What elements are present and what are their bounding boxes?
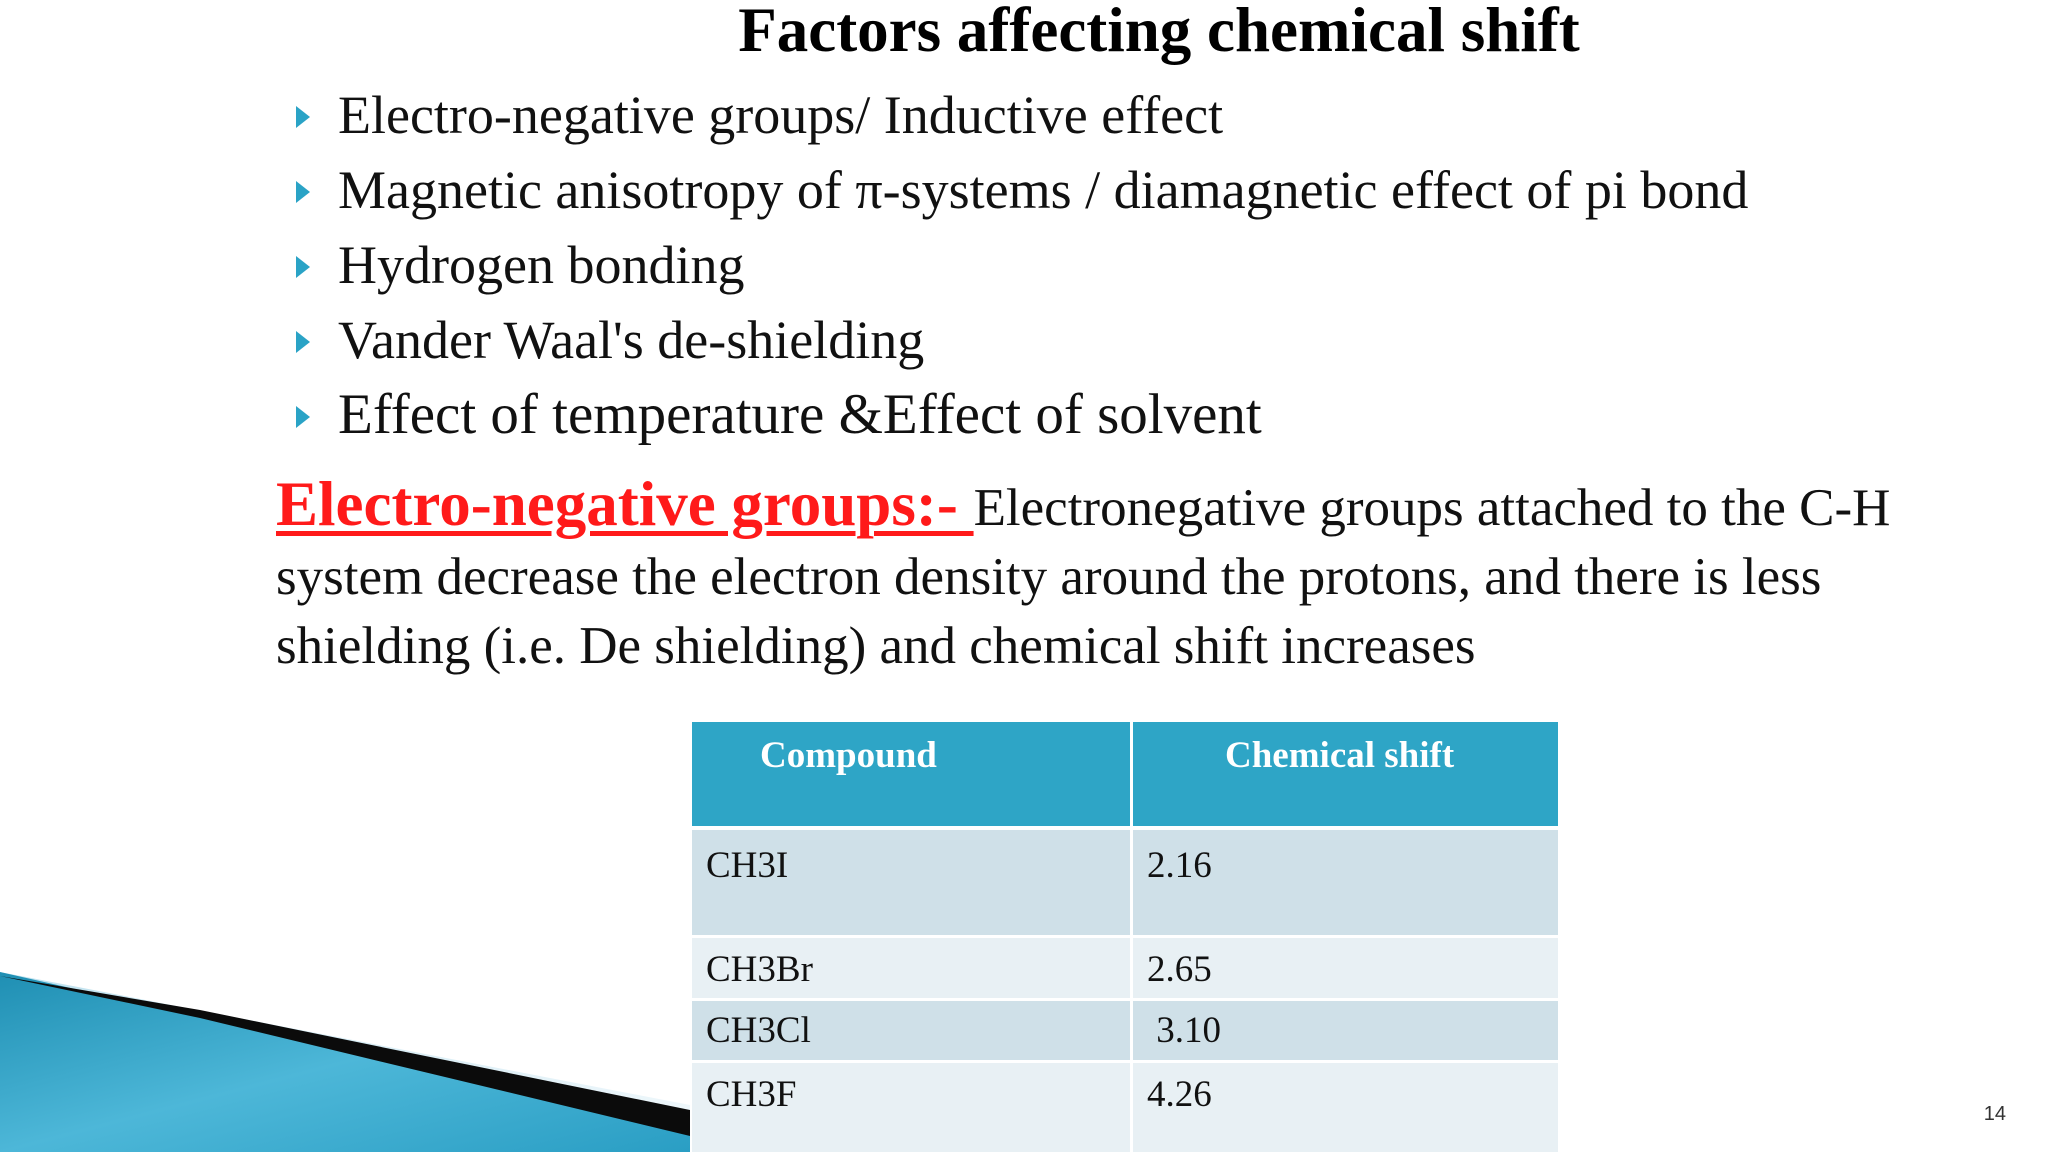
compound-cell: CH3Br bbox=[692, 938, 1133, 1001]
arrow-bullet-icon bbox=[296, 256, 310, 278]
bullet-item bbox=[290, 384, 1748, 459]
paragraph-line-3: shielding (i.e. De shielding) and chemical shift increases bbox=[276, 617, 1476, 675]
shift-cell: 2.65 bbox=[1133, 938, 1558, 1001]
table-row bbox=[692, 1063, 1558, 1155]
chemical-shift-table bbox=[692, 722, 1558, 1155]
bullet-list bbox=[290, 84, 1748, 459]
bullet-text: Vander Waal's de-shielding bbox=[338, 310, 925, 370]
bullet-item bbox=[290, 159, 1748, 234]
bullet-item bbox=[290, 84, 1748, 159]
section-heading: Electro-negative groups:- bbox=[276, 469, 974, 539]
shift-cell: 3.10 bbox=[1133, 1001, 1558, 1063]
bullet-item bbox=[290, 309, 1748, 384]
bullet-item bbox=[290, 234, 1748, 309]
arrow-bullet-icon bbox=[296, 106, 310, 128]
arrow-bullet-icon bbox=[296, 406, 310, 428]
bullet-text: Hydrogen bonding bbox=[338, 235, 745, 295]
page-number: 14 bbox=[1983, 1103, 2006, 1125]
compound-cell: CH3F bbox=[692, 1063, 1133, 1155]
table-row bbox=[692, 830, 1558, 938]
shift-cell: 4.26 bbox=[1133, 1063, 1558, 1155]
paragraph-line-1 bbox=[276, 470, 2046, 543]
column-header-compound: Compound bbox=[692, 722, 1133, 830]
compound-cell: CH3Cl bbox=[692, 1001, 1133, 1063]
arrow-bullet-icon bbox=[296, 331, 310, 353]
table-row bbox=[692, 938, 1558, 1001]
compound-cell: CH3I bbox=[692, 830, 1133, 938]
paragraph-text: Electronegative groups attached to the C-H bbox=[973, 479, 1891, 537]
explanation-paragraph bbox=[276, 470, 2046, 681]
slide-title: Factors affecting chemical shift bbox=[738, 0, 1580, 65]
bullet-text: Electro-negative groups/ Inductive effect bbox=[338, 85, 1224, 145]
table-header-row bbox=[692, 722, 1558, 830]
table-row bbox=[692, 1001, 1558, 1063]
bullet-text: Effect of temperature &Effect of solvent bbox=[338, 383, 1262, 446]
arrow-bullet-icon bbox=[296, 181, 310, 203]
column-header-chemical-shift: Chemical shift bbox=[1133, 722, 1558, 830]
shift-cell: 2.16 bbox=[1133, 830, 1558, 938]
paragraph-line-2: system decrease the electron density around the protons, and there is less bbox=[276, 548, 1822, 606]
bullet-text: Magnetic anisotropy of π-systems / diamagnetic effect of pi bond bbox=[338, 160, 1749, 220]
